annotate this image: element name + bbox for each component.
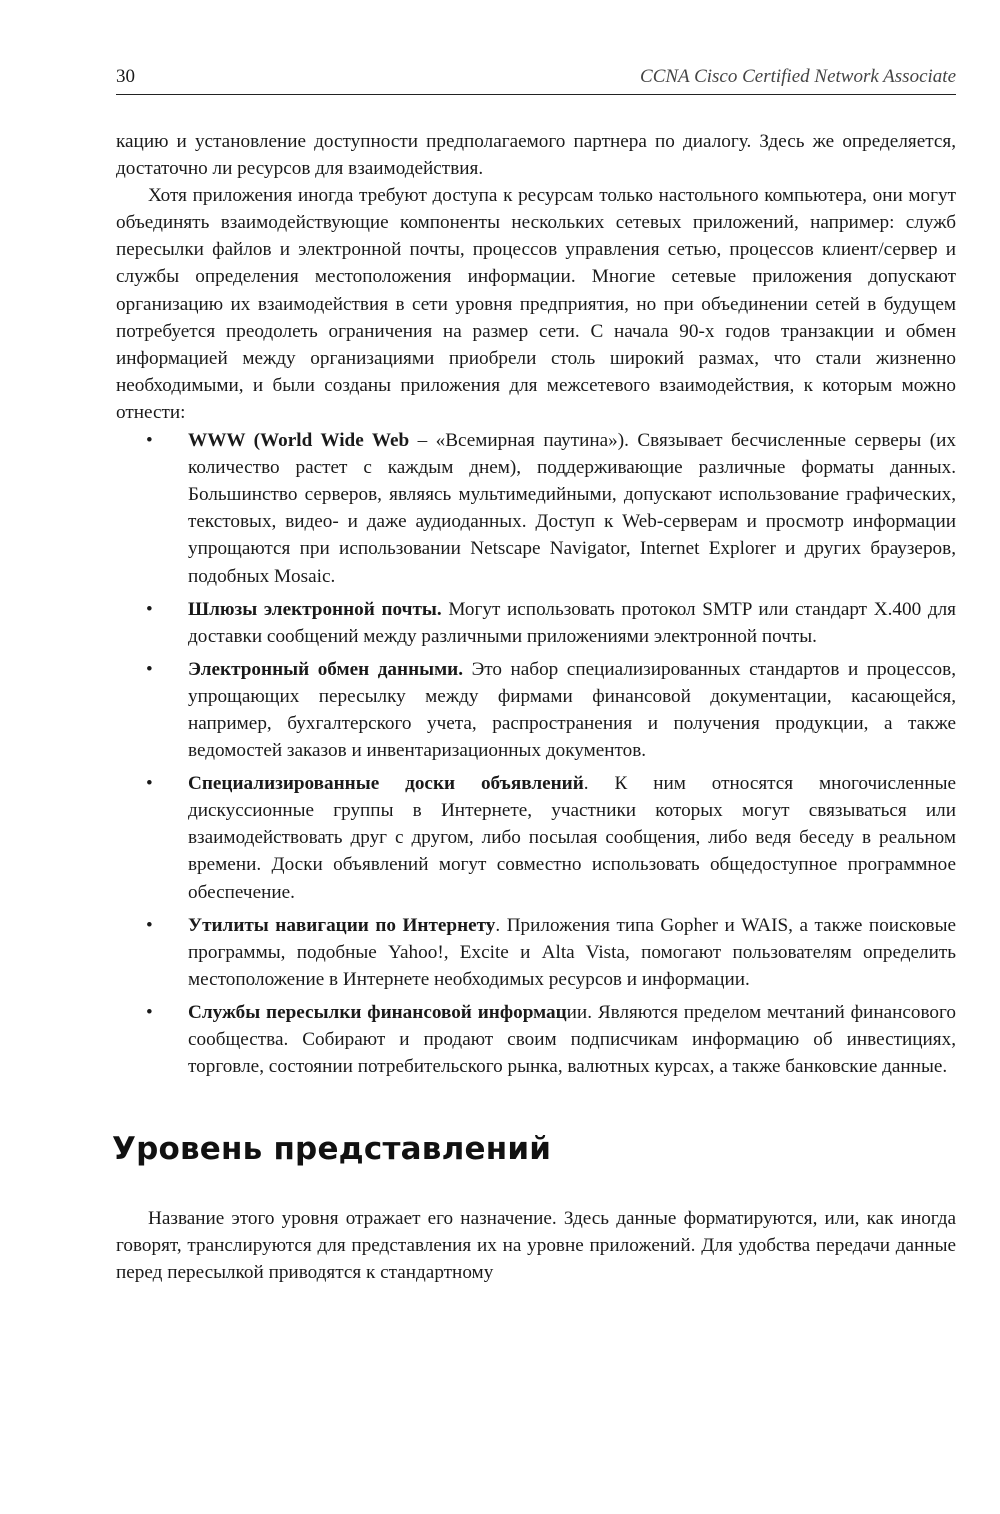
- bullet-icon: •: [146, 430, 153, 452]
- list-item-text: Это набор специализированных стандартов и процессов, упрощающих пересылку между фирмами финансовой документации, касающейся, например, бухгалтерского учета, распространения и получения продукции, а также ведомостей заказов и инвентаризационных документов.: [188, 658, 956, 762]
- list-item-text: Могут использовать протокол SMTP или стандарт X.400 для доставки сообщений между различными приложениями электронной почты.: [188, 598, 956, 647]
- list-item: [116, 770, 956, 905]
- list-item: [116, 912, 956, 993]
- list-item-term: Специализированные доски объявлений: [188, 773, 584, 795]
- bullet-icon: •: [146, 773, 153, 795]
- list-item-text: . Приложения типа Gopher и WAIS, а также поисковые программы, подобные Yahoo!, Excite и Alta Vista, помогают пользователям определить местоположение в Интернете необходимых ресурсов и информации.: [188, 914, 956, 990]
- paragraph-applications: Хотя приложения иногда требуют доступа к ресурсам только настольного компьютера, они могут объединять взаимодействующие компоненты нескольких сетевых приложений, например: служб пересылки файлов и электронной почты, процессов управления сетью, процессов клиент/сервер и службы определения местоположения информации. Многие сетевые приложения допускают организацию их взаимодействия в сети уровня предприятия, но при объединении сетей в будущем потребуется преодолеть ограничения на размер сети. С начала 90-х годов транзакции и обмен информацией между организациями приобрели столь широкий размах, что стали жизненно необходимыми, и были созданы приложения для межсетевого взаимодействия, к которым можно отнести:: [116, 185, 956, 423]
- paragraph-presentation-layer: Название этого уровня отражает его назначение. Здесь данные форматируются, или, как иногда говорят, транслируются для представления их на уровне приложений. Для удобства передачи данные перед пересылкой приводятся к стандартному: [116, 1208, 956, 1284]
- list-item: [116, 999, 956, 1080]
- book-page: [112, 58, 956, 1286]
- list-item: [116, 427, 956, 590]
- bullet-icon: •: [146, 598, 153, 620]
- bullet-icon: •: [146, 658, 153, 680]
- list-item: [116, 596, 956, 650]
- list-item-term: Шлюзы электронной почты.: [188, 598, 442, 620]
- list-item-term: Службы пересылки финансовой информац: [188, 1001, 567, 1023]
- list-item-term: Утилиты навигации по Интернету: [188, 914, 496, 936]
- page-content: [112, 128, 956, 1286]
- running-header: [116, 58, 956, 95]
- list-item-term: Электронный обмен данными.: [188, 658, 464, 680]
- list-item: [116, 656, 956, 764]
- applications-list: [116, 427, 956, 1080]
- list-item-text: – «Всемирная паутина»). Связывает бесчисленные серверы (их количество растет с каждым днем), поддерживающие различные форматы данных. Большинство серверов, являясь мультимедийными, допускают использование графических, текстовых, видео- и даже аудиоданных. Доступ к Web-серверам и просмотр информации упрощаются при использовании Netscape Navigator, Internet Explorer и других браузеров, подобных Mosaic.: [188, 430, 956, 587]
- list-item-text: . К ним относятся многочисленные дискуссионные группы в Интернете, участники которых могут связываться или взаимодействовать друг с другом, либо посылая сообщения, либо ведя беседу в реальном времени. Доски объявлений могут совместно использовать общедоступное программное обеспечение.: [188, 773, 956, 903]
- book-title: CCNA Cisco Certified Network Associate: [640, 66, 956, 87]
- page-number: 30: [116, 66, 135, 87]
- bullet-icon: •: [146, 1001, 153, 1023]
- list-item-term: WWW (World Wide Web: [188, 430, 410, 452]
- list-item-text: ии. Являются пределом мечтаний финансового сообщества. Собирают и продают своим подписчикам информацию об инвестициях, торговле, состоянии потребительского рынка, валютных курсах, а также банковские данные.: [188, 1001, 956, 1078]
- bullet-icon: •: [146, 914, 153, 936]
- paragraph-continued: кацию и установление доступности предполагаемого партнера по диалогу. Здесь же определяется, достаточно ли ресурсов для взаимодействия.: [116, 131, 956, 180]
- section-heading: Уровень представлений: [112, 1131, 552, 1168]
